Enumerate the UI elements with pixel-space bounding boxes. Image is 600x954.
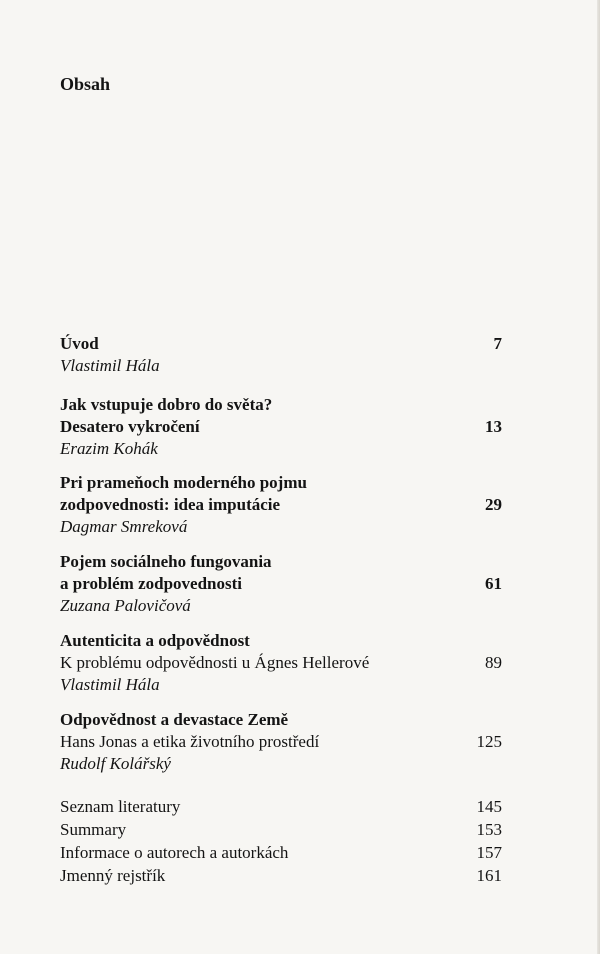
entry-author: Erazim Kohák — [60, 439, 158, 458]
page-number: 161 — [476, 866, 502, 885]
entry-title-line: Pojem sociálneho fungovania — [60, 552, 272, 571]
toc-entry — [60, 551, 502, 617]
page-number: 29 — [485, 495, 502, 514]
page-number: 89 — [485, 653, 502, 672]
page-number: 145 — [476, 797, 502, 816]
entry-subtitle: Hans Jonas a etika životního prostředí — [60, 732, 320, 751]
entry-author: Dagmar Smreková — [60, 517, 188, 536]
entry-title-line — [60, 333, 502, 355]
entry-author: Vlastimil Hála — [60, 356, 160, 375]
entry-subtitle-line — [60, 652, 502, 674]
page-number: 125 — [476, 732, 502, 751]
back-matter-label: Jmenný rejstřík — [60, 866, 166, 885]
toc-entry — [60, 630, 502, 696]
entry-author: Rudolf Kolářský — [60, 754, 171, 773]
entry-title-line — [60, 573, 502, 595]
back-matter-list — [60, 795, 502, 887]
entry-subtitle: K problému odpovědnosti u Ágnes Hellerové — [60, 653, 370, 672]
back-matter-item — [60, 795, 502, 818]
entry-title-line: Jak vstupuje dobro do světa? — [60, 395, 273, 414]
entry-title-line: Odpovědnost a devastace Země — [60, 710, 289, 729]
entry-title-line: Pri prameňoch moderného pojmu — [60, 473, 307, 492]
entry-subtitle-line — [60, 731, 502, 753]
toc-entry — [60, 394, 502, 460]
page-number: 153 — [476, 820, 502, 839]
entry-title-line — [60, 494, 502, 516]
back-matter-label: Seznam literatury — [60, 797, 181, 816]
toc-entry — [60, 333, 502, 377]
entry-title-line: Autenticita a odpovědnost — [60, 631, 250, 650]
entry-title-line — [60, 416, 502, 438]
back-matter-item — [60, 864, 502, 887]
back-matter-item — [60, 818, 502, 841]
toc-entry — [60, 709, 502, 775]
back-matter-label: Summary — [60, 820, 127, 839]
page-number: 157 — [476, 843, 502, 862]
entry-author: Zuzana Palovičová — [60, 596, 191, 615]
back-matter-item — [60, 841, 502, 864]
page-number: 7 — [493, 334, 502, 353]
page-title: Obsah — [60, 74, 111, 94]
page-number: 61 — [485, 574, 502, 593]
entry-title: a problém zodpovednosti — [60, 574, 242, 593]
entry-author: Vlastimil Hála — [60, 675, 160, 694]
entry-title: Úvod — [60, 334, 99, 353]
page-number: 13 — [485, 417, 502, 436]
back-matter-label: Informace o autorech a autorkách — [60, 843, 289, 862]
entry-title: zodpovednosti: idea imputácie — [60, 495, 281, 514]
entry-title: Desatero vykročení — [60, 417, 200, 436]
toc-entry — [60, 472, 502, 538]
